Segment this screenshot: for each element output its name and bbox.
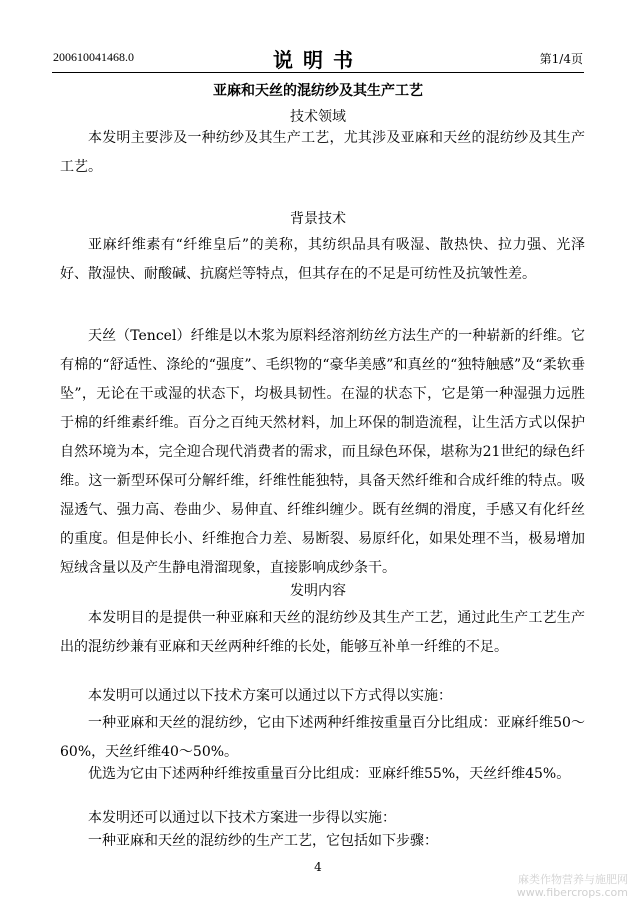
patent-title: 亚麻和天丝的混纺纱及其生产工艺 <box>213 83 423 99</box>
document-type-title: 说明书 <box>273 48 363 72</box>
page-label: 第1/4页 <box>539 52 583 66</box>
section-heading-invention: 发明内容 <box>290 583 346 599</box>
page-number: 4 <box>314 860 322 874</box>
invention-paragraph-6: 一种亚麻和天丝的混纺纱的生产工艺，它包括如下步骤： <box>88 833 438 849</box>
invention-paragraph-1: 本发明目的是提供一种亚麻和天丝的混纺纱及其生产工艺，通过此生产工艺生产出的混纺纱兼有亚麻和天丝两种纤维的长处，能够互补单一纤维的不足。 <box>60 610 585 655</box>
background-paragraph-2: 天丝（Tencel）纤维是以木浆为原料经溶剂纺丝方法生产的一种崭新的纤维。它有棉的“舒适性、涤纶的“强度”、毛织物的“豪华美感”和真丝的“独特触感”及“柔软垂坠”，无论在干或湿的状态下，均极具韧性。在湿的状态下，它是第一种湿强力远胜于棉的纤维素纤维。百分之百纯天然材料，加上环保的制造流程，让生活方式以保护自然环境为本，完全迎合现代消费者的需求，而且绿色环保，堪称为21世纪的绿色纤维。这一新型环保可分解纤维，纤维性能独特，具备天然纤维和合成纤维的特点。吸湿透气、强力高、卷曲少、易伸直、纤维纠缠少。既有丝绸的滑度，手感又有化纤丝的重度。但是伸长小、纤维抱合力差、易断裂、易原纤化，如果处理不当，极易增加短绒含量以及产生静电滑溜现象，直接影响成纱条干。 <box>60 328 585 576</box>
header-rule <box>52 72 584 73</box>
watermark <box>517 873 628 899</box>
section-heading-field: 技术领域 <box>290 109 346 125</box>
invention-paragraph-2: 本发明可以通过以下技术方案可以通过以下方式得以实施： <box>88 688 452 704</box>
background-paragraph-1: 亚麻纤维素有“纤维皇后”的美称，其纺织品具有吸湿、散热快、拉力强、光泽好、散湿快、耐酸碱、抗腐烂等特点，但其存在的不足是可纺性及抗皱性差。 <box>60 237 585 282</box>
invention-paragraph-5: 本发明还可以通过以下技术方案进一步得以实施： <box>88 810 396 826</box>
watermark-line-1: 麻类作物营养与施肥网 <box>518 873 628 886</box>
section-heading-background: 背景技术 <box>290 211 346 227</box>
invention-paragraph-3: 一种亚麻和天丝的混纺纱，它由下述两种纤维按重量百分比组成：亚麻纤维50～60%，天丝纤维40～50%。 <box>60 715 585 760</box>
watermark-line-2: www.fibercrops.com <box>516 886 628 899</box>
document-number: 200610041468.0 <box>53 50 134 64</box>
invention-paragraph-4: 优选为它由下述两种纤维按重量百分比组成：亚麻纤维55%，天丝纤维45%。 <box>88 766 571 782</box>
field-paragraph: 本发明主要涉及一种纺纱及其生产工艺，尤其涉及亚麻和天丝的混纺纱及其生产工艺。 <box>60 130 585 175</box>
